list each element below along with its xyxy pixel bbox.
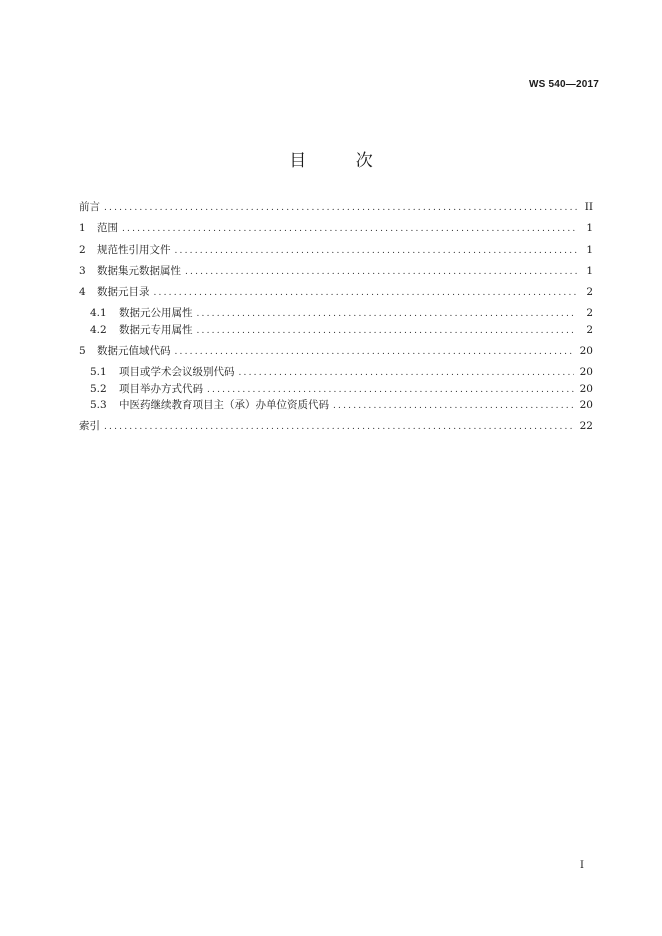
toc-entry-page: 20	[579, 365, 593, 378]
toc-entry-page: 1	[586, 222, 593, 235]
toc-entry-number: 4.1	[90, 307, 107, 320]
toc-entry-page: 2	[586, 324, 593, 337]
page-title: 目 次	[289, 151, 395, 171]
toc-entry-page: 20	[579, 399, 593, 412]
document-code: WS 540—2017	[528, 79, 599, 90]
toc-entry-number: 1	[79, 222, 86, 235]
toc-entry-index[interactable]	[79, 419, 593, 440]
toc-entry-number: 5.3	[90, 399, 107, 412]
toc-entry-page: 2	[586, 286, 593, 299]
toc-leader-dots	[333, 399, 574, 413]
toc-leader-dots	[122, 222, 577, 236]
toc-entry-number: 4	[79, 286, 86, 299]
toc-entry-page: 20	[579, 382, 593, 395]
toc-entry-label: 数据集元数据属性	[97, 264, 181, 277]
toc-entry-common-attributes[interactable]	[79, 306, 593, 323]
toc-entry-level-code[interactable]	[79, 365, 593, 382]
toc-entry-number: 5.1	[90, 365, 107, 378]
toc-entry-data-element-catalog[interactable]	[79, 285, 593, 306]
table-of-contents	[79, 200, 593, 440]
toc-entry-label: 数据元目录	[97, 286, 150, 299]
toc-leader-dots	[104, 420, 574, 434]
toc-entry-organization-mode-code[interactable]	[79, 382, 593, 399]
toc-entry-page: 1	[586, 264, 593, 277]
page-number: I	[580, 860, 584, 871]
toc-entry-page: 20	[579, 344, 593, 357]
toc-leader-dots	[154, 286, 578, 300]
toc-entry-label: 数据元专用属性	[119, 324, 193, 337]
toc-leader-dots	[185, 265, 577, 279]
toc-leader-dots	[239, 366, 574, 380]
toc-entry-page: 22	[579, 419, 593, 432]
toc-entry-scope[interactable]	[79, 221, 593, 242]
toc-entry-number: 4.2	[90, 324, 107, 337]
toc-entry-value-domain-codes[interactable]	[79, 344, 593, 365]
toc-entry-dataset-metadata[interactable]	[79, 264, 593, 285]
toc-leader-dots	[207, 383, 574, 397]
toc-entry-label: 项目举办方式代码	[119, 382, 203, 395]
toc-entry-normative-references[interactable]	[79, 243, 593, 264]
toc-entry-label: 索引	[79, 419, 100, 432]
toc-entry-label: 规范性引用文件	[97, 243, 171, 256]
toc-entry-label: 范围	[97, 222, 118, 235]
toc-leader-dots	[197, 307, 578, 321]
toc-entry-number: 2	[79, 243, 86, 256]
toc-entry-page: II	[584, 201, 593, 213]
toc-leader-dots	[104, 201, 577, 215]
toc-entry-page: 1	[586, 243, 593, 256]
toc-entry-number: 5.2	[90, 382, 107, 395]
toc-entry-page: 2	[586, 307, 593, 320]
toc-entry-specific-attributes[interactable]	[79, 323, 593, 340]
toc-entry-label: 前言	[79, 201, 100, 213]
toc-leader-dots	[175, 345, 574, 359]
toc-leader-dots	[197, 324, 578, 338]
toc-entry-label: 数据元值域代码	[97, 344, 171, 357]
toc-entry-label: 数据元公用属性	[119, 307, 193, 320]
toc-leader-dots	[175, 244, 578, 258]
toc-entry-qualification-code[interactable]	[79, 398, 593, 415]
toc-entry-number: 5	[79, 344, 86, 357]
toc-entry-foreword[interactable]	[79, 200, 593, 221]
toc-entry-label: 项目或学术会议级别代码	[119, 365, 235, 378]
toc-entry-number: 3	[79, 264, 86, 277]
toc-entry-label: 中医药继续教育项目主（承）办单位资质代码	[119, 399, 329, 412]
